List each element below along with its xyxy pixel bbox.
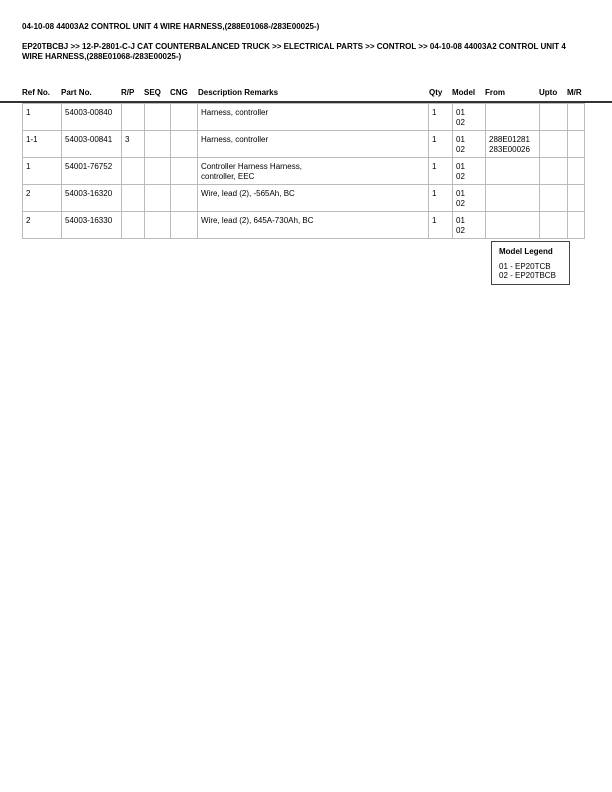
cell-upto <box>540 131 568 158</box>
model-code: 01 <box>456 135 465 144</box>
cell-seq <box>145 212 171 239</box>
cell-cng <box>171 185 198 212</box>
desc-line: Harness, controller <box>201 135 269 144</box>
col-header-rp: R/P <box>121 88 135 97</box>
cell-cng <box>171 131 198 158</box>
page-title: 04-10-08 44003A2 CONTROL UNIT 4 WIRE HARNESS,(288E01068-/283E00025-) <box>22 22 320 31</box>
cell-model <box>453 158 486 185</box>
breadcrumb: EP20TBCBJ >> 12-P-2801-C-J CAT COUNTERBALANCED TRUCK >> ELECTRICAL PARTS >> CONTROL >> 04-10-08 44003A2 CONTROL UNIT 4 WIRE HARNESS,(288E01068-/283E00025-) <box>22 42 566 61</box>
cell-rp <box>122 185 145 212</box>
table-row[interactable] <box>23 104 585 131</box>
cell-part[interactable]: 54001-76752 <box>62 158 122 185</box>
cell-desc <box>198 185 429 212</box>
cell-qty: 1 <box>429 185 453 212</box>
parts-table <box>22 103 585 239</box>
cell-from <box>486 158 540 185</box>
col-header-mr: M/R <box>567 88 582 97</box>
cell-mr <box>568 185 585 212</box>
cell-upto <box>540 104 568 131</box>
model-legend <box>491 241 570 285</box>
table-row[interactable] <box>23 131 585 158</box>
cell-ref: 1-1 <box>23 131 62 158</box>
cell-desc <box>198 104 429 131</box>
col-header-cng: CNG <box>170 88 188 97</box>
cell-cng <box>171 158 198 185</box>
cell-model <box>453 185 486 212</box>
cell-upto <box>540 212 568 239</box>
cell-part[interactable]: 54003-16320 <box>62 185 122 212</box>
cell-mr <box>568 158 585 185</box>
col-header-qty: Qty <box>429 88 443 97</box>
legend-item: 02 - EP20TBCB <box>499 271 556 280</box>
desc-line: Controller Harness Harness, <box>201 162 302 171</box>
col-header-desc: Description Remarks <box>198 88 279 97</box>
cell-from <box>486 131 540 158</box>
desc-line: Harness, controller <box>201 108 269 117</box>
cell-rp: 3 <box>122 131 145 158</box>
cell-rp <box>122 212 145 239</box>
col-header-ref: Ref No. <box>22 88 50 97</box>
cell-model <box>453 131 486 158</box>
cell-ref: 2 <box>23 212 62 239</box>
cell-mr <box>568 212 585 239</box>
model-code: 01 <box>456 216 465 225</box>
cell-mr <box>568 104 585 131</box>
desc-line: Wire, lead (2), -565Ah, BC <box>201 189 295 198</box>
cell-mr <box>568 131 585 158</box>
cell-model <box>453 104 486 131</box>
model-code: 02 <box>456 118 465 127</box>
cell-rp <box>122 104 145 131</box>
col-header-part: Part No. <box>61 88 92 97</box>
cell-desc <box>198 131 429 158</box>
table-row[interactable] <box>23 185 585 212</box>
cell-qty: 1 <box>429 131 453 158</box>
table-row[interactable] <box>23 158 585 185</box>
cell-cng <box>171 212 198 239</box>
legend-title: Model Legend <box>499 247 553 256</box>
col-header-seq: SEQ <box>144 88 161 97</box>
cell-cng <box>171 104 198 131</box>
legend-item: 01 - EP20TCB <box>499 262 551 271</box>
cell-seq <box>145 131 171 158</box>
model-code: 01 <box>456 108 465 117</box>
cell-part[interactable]: 54003-00840 <box>62 104 122 131</box>
cell-seq <box>145 104 171 131</box>
col-header-upto: Upto <box>539 88 558 97</box>
model-code: 02 <box>456 172 465 181</box>
cell-rp <box>122 158 145 185</box>
from-serial: 288E01281 <box>489 135 530 144</box>
cell-upto <box>540 158 568 185</box>
cell-desc <box>198 158 429 185</box>
col-header-from: From <box>485 88 505 97</box>
model-code: 01 <box>456 189 465 198</box>
cell-desc <box>198 212 429 239</box>
cell-upto <box>540 185 568 212</box>
cell-qty: 1 <box>429 212 453 239</box>
cell-part[interactable]: 54003-16330 <box>62 212 122 239</box>
table-row[interactable] <box>23 212 585 239</box>
cell-ref: 1 <box>23 104 62 131</box>
model-code: 02 <box>456 145 465 154</box>
cell-qty: 1 <box>429 104 453 131</box>
desc-line: Wire, lead (2), 645A-730Ah, BC <box>201 216 314 225</box>
from-serial: 283E00026 <box>489 145 530 154</box>
col-header-model: Model <box>452 88 476 97</box>
cell-from <box>486 185 540 212</box>
cell-from <box>486 212 540 239</box>
cell-qty: 1 <box>429 158 453 185</box>
cell-from <box>486 104 540 131</box>
cell-seq <box>145 158 171 185</box>
model-code: 01 <box>456 162 465 171</box>
desc-line: controller, EEC <box>201 172 255 181</box>
model-code: 02 <box>456 199 465 208</box>
cell-model <box>453 212 486 239</box>
cell-ref: 2 <box>23 185 62 212</box>
cell-seq <box>145 185 171 212</box>
cell-ref: 1 <box>23 158 62 185</box>
model-code: 02 <box>456 226 465 235</box>
cell-part[interactable]: 54003-00841 <box>62 131 122 158</box>
